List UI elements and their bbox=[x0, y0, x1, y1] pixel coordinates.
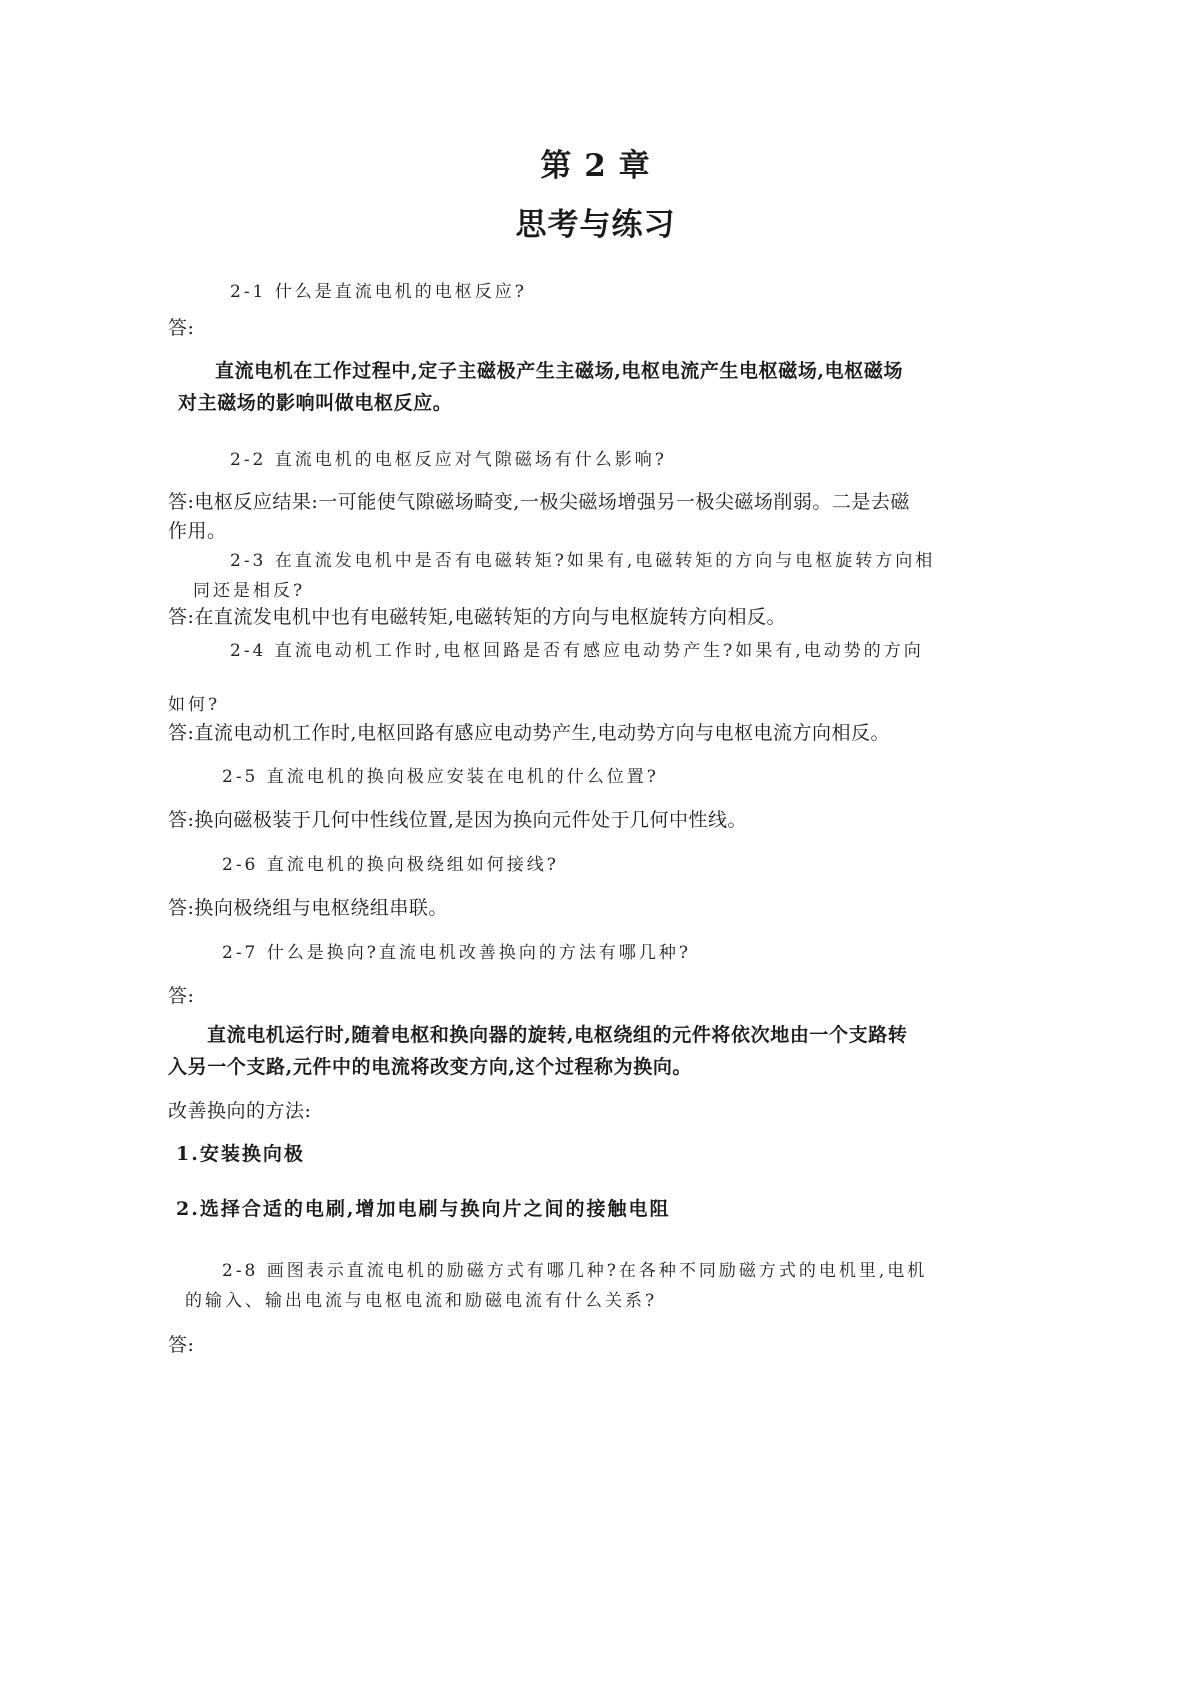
answer-text: 作用。 bbox=[168, 520, 227, 542]
question-text: 2-1 什么是直流电机的电枢反应? bbox=[230, 282, 527, 302]
method-item: 1.安装换向极 bbox=[176, 1143, 305, 1165]
question-text: 2-8 画图表示直流电机的励磁方式有哪几种?在各种不同励磁方式的电机里,电机 bbox=[222, 1261, 928, 1281]
answer-text: 直流电机在工作过程中,定子主磁极产生主磁场,电枢电流产生电枢磁场,电枢磁场 bbox=[215, 360, 904, 382]
answer-label: 答: bbox=[168, 317, 195, 339]
question-text: 2-5 直流电机的换向极应安装在电机的什么位置? bbox=[222, 767, 659, 787]
chapter-heading: 第 2 章 bbox=[540, 148, 651, 184]
question-text: 的输入、输出电流与电枢电流和励磁电流有什么关系? bbox=[185, 1291, 658, 1311]
answer-text: 入另一个支路,元件中的电流将改变方向,这个过程称为换向。 bbox=[168, 1056, 693, 1078]
question-text: 2-7 什么是换向?直流电机改善换向的方法有哪几种? bbox=[222, 943, 692, 963]
question-text: 2-4 直流电动机工作时,电枢回路是否有感应电动势产生?如果有,电动势的方向 bbox=[230, 641, 924, 661]
answer-label: 答: bbox=[168, 985, 195, 1007]
question-text: 同还是相反? bbox=[193, 581, 306, 601]
question-text: 2-3 在直流发电机中是否有电磁转矩?如果有,电磁转矩的方向与电枢旋转方向相 bbox=[230, 551, 936, 571]
question-text: 如何? bbox=[168, 695, 221, 715]
answer-text: 答:电枢反应结果:一可能使气隙磁场畸变,一极尖磁场增强另一极尖磁场削弱。二是去磁 bbox=[168, 491, 910, 513]
question-text: 2-6 直流电机的换向极绕组如何接线? bbox=[222, 855, 559, 875]
answer-text: 答:直流电动机工作时,电枢回路有感应电动势产生,电动势方向与电枢电流方向相反。 bbox=[168, 722, 890, 744]
answer-text: 直流电机运行时,随着电枢和换向器的旋转,电枢绕组的元件将依次地由一个支路转 bbox=[207, 1024, 908, 1046]
methods-label: 改善换向的方法: bbox=[168, 1100, 312, 1122]
answer-text: 答:换向极绕组与电枢绕组串联。 bbox=[168, 897, 448, 919]
answer-text: 答:换向磁极装于几何中性线位置,是因为换向元件处于几何中性线。 bbox=[168, 809, 747, 831]
section-title: 思考与练习 bbox=[515, 207, 676, 243]
method-item: 2.选择合适的电刷,增加电刷与换向片之间的接触电阻 bbox=[176, 1198, 671, 1220]
answer-text: 对主磁场的影响叫做电枢反应。 bbox=[178, 392, 453, 414]
answer-label: 答: bbox=[168, 1334, 195, 1356]
answer-text: 答:在直流发电机中也有电磁转矩,电磁转矩的方向与电枢旋转方向相反。 bbox=[168, 606, 786, 628]
question-text: 2-2 直流电机的电枢反应对气隙磁场有什么影响? bbox=[230, 450, 667, 470]
